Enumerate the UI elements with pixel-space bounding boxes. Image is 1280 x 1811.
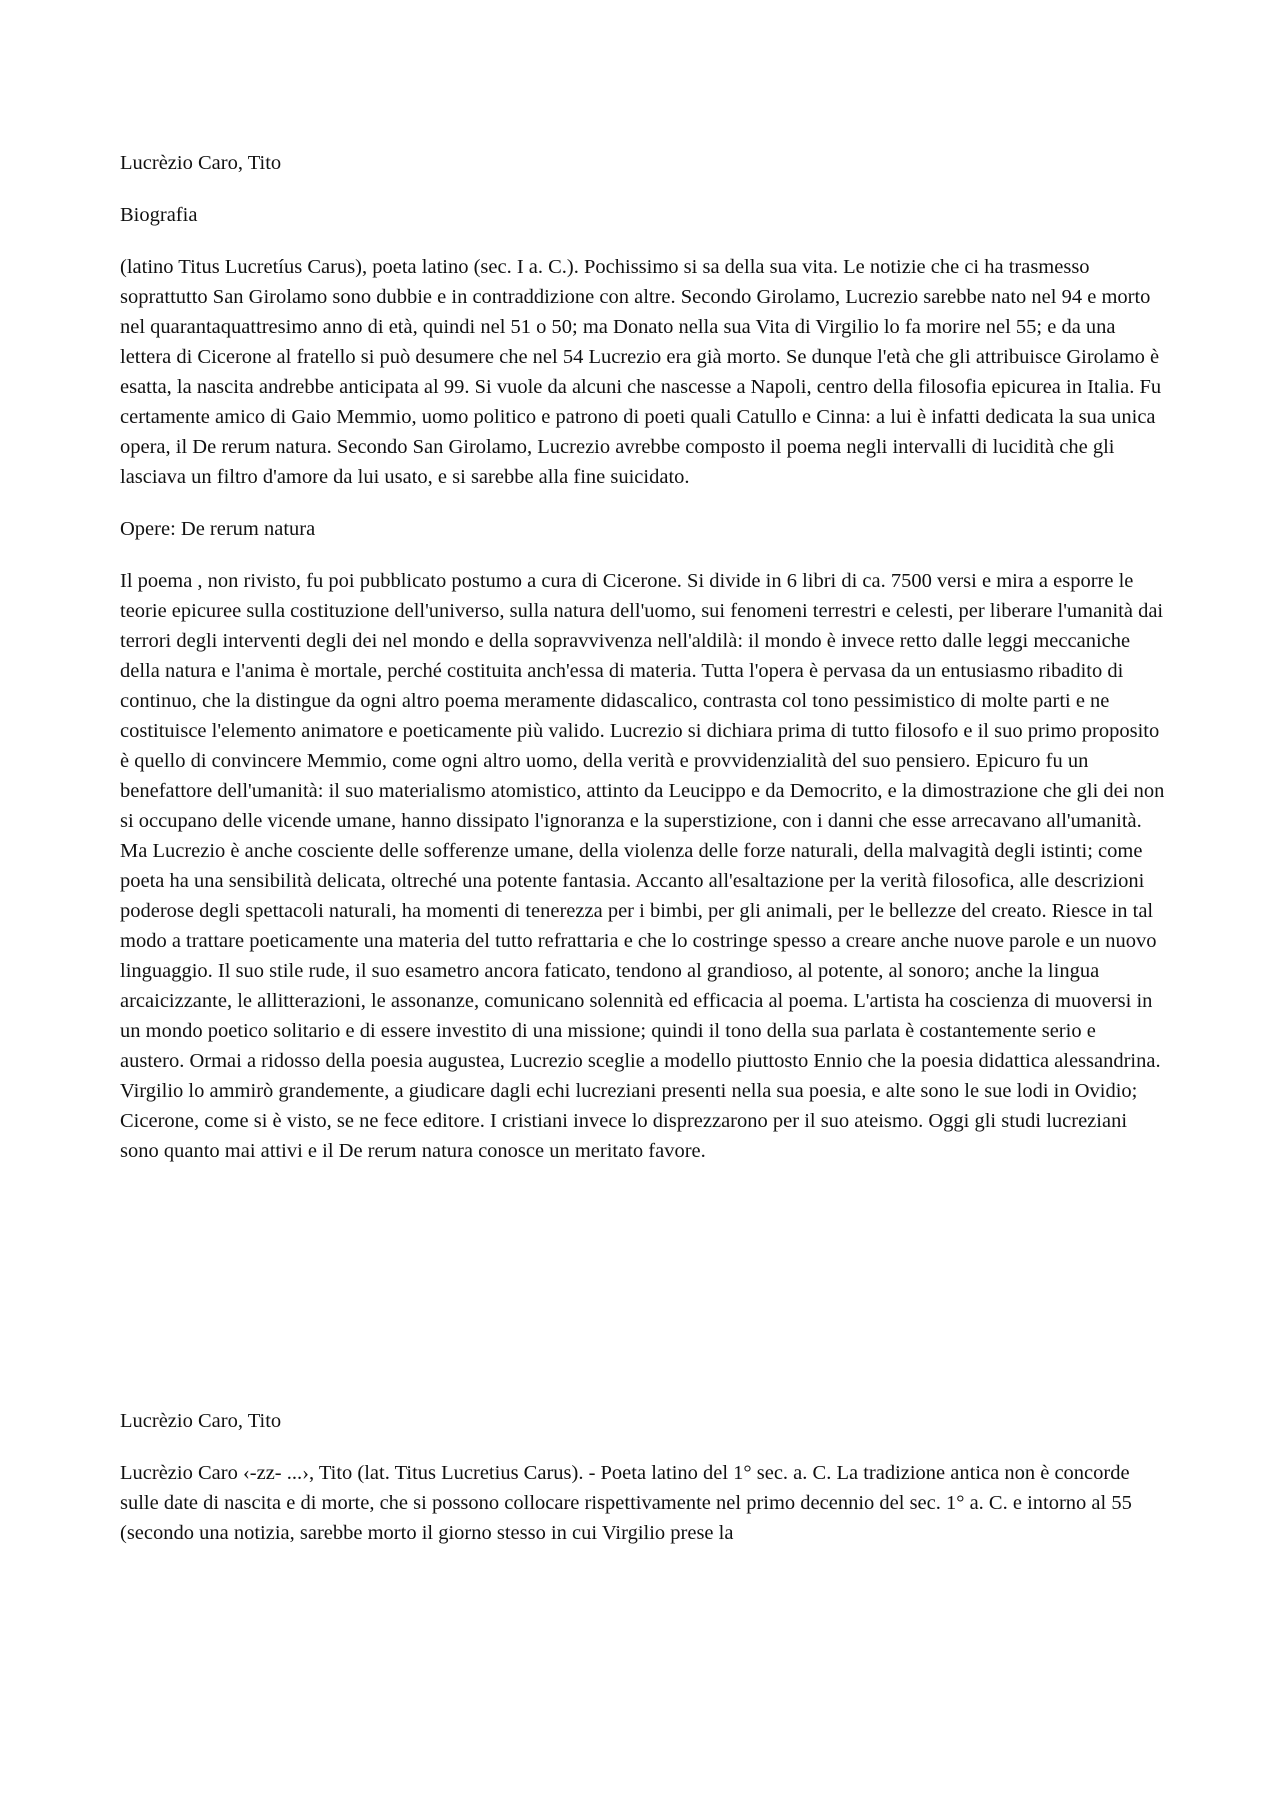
biography-heading: Biografia — [120, 204, 198, 226]
document-page — [120, 148, 1165, 1570]
second-entry-paragraph: Lucrèzio Caro ‹-zz- ...›, Tito (lat. Titus Lucretius Carus). - Poeta latino del 1° sec. a. C. La tradizione antica non è concorde sulle date di nascita e di morte, che si possono collocare rispettivamente nel primo decennio del sec. 1° a. C. e intorno al 55 (secondo una notizia, sarebbe morto il giorno stesso in cui Virgilio prese la — [120, 1462, 1132, 1544]
works-paragraph: Il poema , non rivisto, fu poi pubblicato postumo a cura di Cicerone. Si divide in 6 libri di ca. 7500 versi e mira a esporre le teorie epicuree sulla costituzione dell'universo, sulla natura dell'uomo, sui fenomeni terrestri e celesti, per liberare l'umanità dai terrori degli interventi degli dei nel mondo e della sopravvivenza nell'aldilà: il mondo è invece retto dalle leggi meccaniche della natura e l'anima è mortale, perché costituita anch'essa di materia. Tutta l'opera è pervasa da un entusiasmo ribadito di continuo, che la distingue da ogni altro poema meramente didascalico, contrasta col tono pessimistico di molte parti e ne costituisce l'elemento animatore e poeticamente più valido. Lucrezio si dichiara prima di tutto filosofo e il suo primo proposito è quello di convincere Memmio, come ogni altro uomo, della verità e provvidenzialità del suo pensiero. Epicuro fu un benefattore dell'umanità: il suo materialismo atomistico, attinto da Leucippo e da Democrito, e la dimostrazione che gli dei non si occupano delle vicende umane, hanno dissipato l'ignoranza e la superstizione, con i danni che esse arrecavano all'umanità. Ma Lucrezio è anche cosciente delle sofferenze umane, della violenza delle forze naturali, della malvagità degli istinti; come poeta ha una sensibilità delicata, oltreché una potente fantasia. Accanto all'esaltazione per la verità filosofica, alle descrizioni poderose degli spettacoli naturali, ha momenti di tenerezza per i bimbi, per gli animali, per le bellezze del creato. Riesce in tal modo a trattare poeticamente una materia del tutto refrattaria e che lo costringe spesso a creare anche nuove parole e un nuovo linguaggio. Il suo stile rude, il suo esametro ancora faticato, tendono al grandioso, al potente, al sonoro; anche la lingua arcaicizzante, le allitterazioni, le assonanze, comunicano solennità ed efficacia al poema. L'artista ha coscienza di muoversi in un mondo poetico solitario e di essere investito di una missione; quindi il tono della sua parlata è costantemente serio e austero. Ormai a ridosso della poesia augustea, Lucrezio sceglie a modello piuttosto Ennio che la poesia didattica alessandrina. Virgilio lo ammirò grandemente, a giudicare dagli echi lucreziani presenti nella sua poesia, e alte sono le sue lodi in Ovidio; Cicerone, come si è visto, se ne fece editore. I cristiani invece lo disprezzarono per il suo ateismo. Oggi gli studi lucreziani sono quanto mai attivi e il De rerum natura conosce un meritato favore. — [120, 570, 1165, 1162]
works-heading: Opere: De rerum natura — [120, 518, 316, 540]
entry-title: Lucrèzio Caro, Tito — [120, 152, 282, 174]
second-entry-title: Lucrèzio Caro, Tito — [120, 1410, 282, 1432]
biography-paragraph: (latino Titus Lucretíus Carus), poeta latino (sec. I a. C.). Pochissimo si sa della sua vita. Le notizie che ci ha trasmesso soprattutto San Girolamo sono dubbie e in contraddizione con altre. Secondo Girolamo, Lucrezio sarebbe nato nel 94 e morto nel quarantaquattresimo anno di età, quindi nel 51 o 50; ma Donato nella sua Vita di Virgilio lo fa morire nel 55; e da una lettera di Cicerone al fratello si può desumere che nel 54 Lucrezio era già morto. Se dunque l'età che gli attribuisce Girolamo è esatta, la nascita andrebbe anticipata al 99. Si vuole da alcuni che nascesse a Napoli, centro della filosofia epicurea in Italia. Fu certamente amico di Gaio Memmio, uomo politico e patrono di poeti quali Catullo e Cinna: a lui è infatti dedicata la sua unica opera, il De rerum natura. Secondo San Girolamo, Lucrezio avrebbe composto il poema negli intervalli di lucidità che gli lasciava un filtro d'amore da lui usato, e si sarebbe alla fine suicidato. — [120, 256, 1162, 488]
section-gap — [120, 1188, 1165, 1406]
